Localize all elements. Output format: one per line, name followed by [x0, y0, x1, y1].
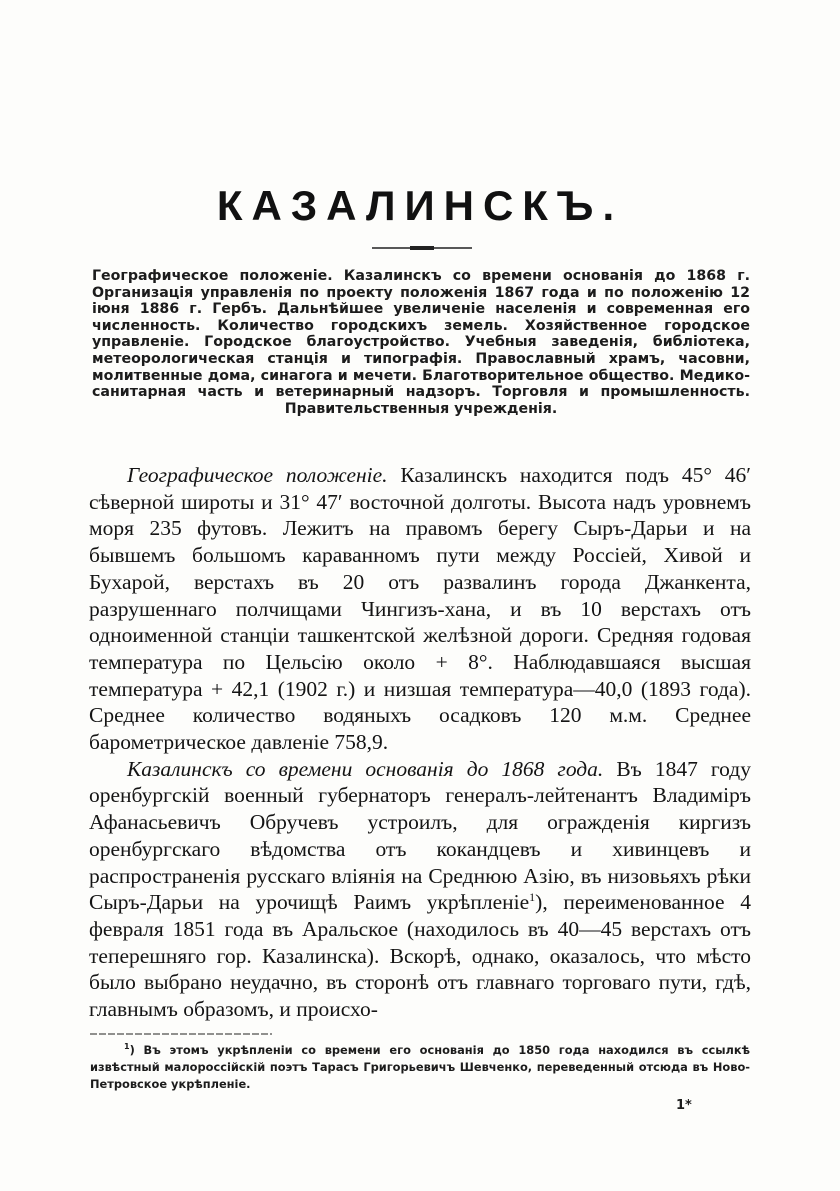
title-ornament-rule	[372, 243, 472, 253]
footnote-text: ) Въ этомъ укрѣпленіи со времени его основанія до 1850 года находился въ ссылкѣ извѣстный малороссійскій поэтъ Тарасъ Григорьевичъ Шевченко, переведенный отсюда въ Ново-Петровское укрѣпленіе.	[90, 1043, 750, 1091]
paragraph-text: Казалинскъ находится подъ 45° 46′ сѣверной широты и 31° 47′ восточной долготы. Высота надъ уровнемъ моря 235 футовъ. Лежитъ на правомъ берегу Сыръ-Дарьи и на бывшемъ большомъ караванномъ пути между Россіей, Хивой и Бухарой, верстахъ въ 20 отъ развалинъ города Джанкента, разрушеннаго полчищами Чингизъ-хана, и въ 10 верстахъ отъ одноименной станціи ташкентской желѣзной дороги. Средняя годовая температура по Цельсію около + 8°. Наблюдавшаяся высшая температура + 42,1 (1902 г.) и низшая температура—40,0 (1893 года). Среднее количество водяныхъ осадковъ 120 м.м. Среднее барометрическое давленіе 758,9.	[89, 463, 751, 755]
page-title: КАЗАЛИНСКЪ.	[216, 182, 624, 229]
paragraph-geography	[89, 462, 751, 756]
paragraph-heading: Казалинскъ со времени основанія до 1868 года.	[127, 756, 604, 781]
footnote	[90, 1042, 750, 1093]
main-text	[89, 462, 751, 1023]
paragraph-text: Въ 1847 году оренбургскій военный губернаторъ генералъ-лейтенантъ Владиміръ Афанасьевичъ Обручевъ устроилъ, для огражденія киргизъ оренбургскаго вѣдомства отъ кокандцевъ и хивинцевъ и распространенія русскаго вліянія на Среднюю Азію, въ низовьяхъ рѣки Сыръ-Дарьи на урочищѣ Раимъ укрѣпленіе	[89, 756, 751, 915]
paragraph-history	[89, 756, 751, 1023]
printer-signature: 1*	[676, 1098, 692, 1113]
footnote-divider	[90, 1032, 272, 1036]
paragraph-heading: Географическое положеніе.	[127, 463, 388, 487]
footnote-mark: 1	[124, 1042, 130, 1052]
chapter-summary: Географическое положеніе. Казалинскъ со времени основанія до 1868 г. Организація управленія по проекту положенія 1867 года и по положенію 12 іюня 1886 г. Гербъ. Дальнѣйшее увеличеніе населенія и современная его численность. Количество городскихъ земель. Хозяйственное городское управленіе. Городское благоустройство. Учебныя заведенія, библіотека, метеорологическая станція и типографія. Православный храмъ, часовни, молитвенные дома, синагога и мечети. Благотворительное общество. Медико-санитарная часть и ветеринарный надзоръ. Торговля и промышленность. Правительственныя учрежденія.	[92, 268, 750, 417]
paragraph-text: ), переименованное 4 февраля 1851 года въ Аральское (находилось въ 40—45 верстахъ отъ теперешняго гор. Казалинска). Вскорѣ, однако, оказалось, что мѣсто было выбрано неудачно, въ сторонѣ отъ главнаго торговаго пути, гдѣ, главнымъ образомъ, и происхо-	[89, 890, 751, 1022]
footnote-reference[interactable]: 1	[529, 890, 536, 905]
